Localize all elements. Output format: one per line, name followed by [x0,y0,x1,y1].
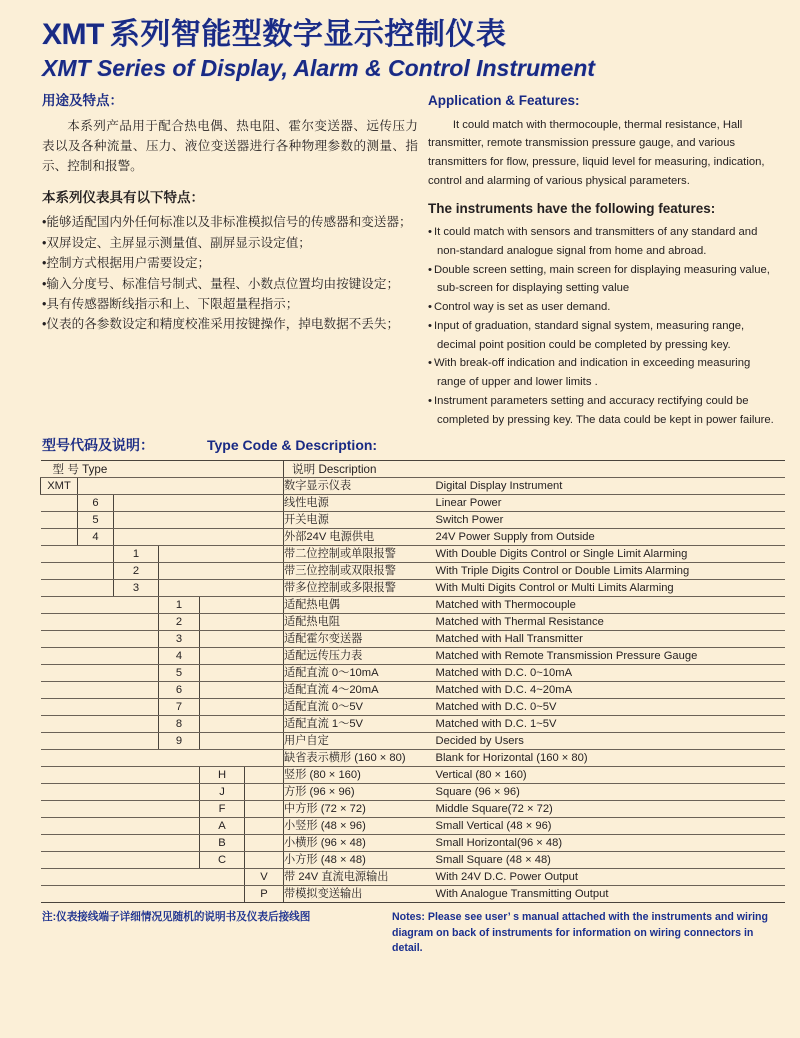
type-code-cell-c1: 6 [78,495,114,512]
table-row [41,750,785,767]
table-row [41,869,785,886]
page-title-brand: XMT [42,18,104,51]
type-code-spacer-c4 [200,563,245,580]
type-code-spacer-c2 [114,631,159,648]
type-code-heading-cn: 型号代码及说明： [42,437,154,454]
type-code-spacer-c4 [200,682,245,699]
list-item: • With break-off indication and indication in exceeding measuring range of upper and lower limits . [428,354,780,392]
type-code-spacer-c5 [245,580,284,597]
type-code-spacer-c3 [159,784,200,801]
type-code-spacer-c1 [78,614,114,631]
type-code-spacer-c0 [41,852,78,869]
table-row [41,835,785,852]
type-code-desc-cn: 适配霍尔变送器 [284,631,436,648]
type-code-spacer-c0 [41,801,78,818]
intro-cn-heading-application: 用途及特点： [42,93,123,109]
type-code-spacer-c5 [245,563,284,580]
type-code-spacer-c2 [114,886,159,903]
type-code-cell-c4: B [200,835,245,852]
list-item: • 输入分度号、标准信号制式、量程、小数点位置均由按键设定； [42,274,418,294]
type-code-spacer-c0 [41,784,78,801]
type-code-spacer-c4 [200,495,245,512]
type-code-desc-cn: 适配直流 1～5V [284,716,436,733]
type-code-spacer-c3 [159,818,200,835]
type-code-spacer-c3 [159,478,200,495]
table-row [41,546,785,563]
intro-en-feature-list [428,223,780,429]
footer-notes [0,903,800,956]
type-code-spacer-c1 [78,886,114,903]
table-col-header-type: 型 号 Type [41,461,284,478]
type-code-spacer-c5 [245,665,284,682]
type-code-spacer-c1 [78,699,114,716]
type-code-spacer-c3 [159,529,200,546]
type-code-spacer-c1 [78,852,114,869]
type-code-spacer-c0 [41,631,78,648]
type-code-spacer-c2 [114,852,159,869]
intro-column-english [428,92,780,429]
type-code-spacer-c2 [114,750,159,767]
type-code-spacer-c0 [41,665,78,682]
type-code-cell-c3: 2 [159,614,200,631]
type-code-desc-en: Matched with Thermocouple [436,597,785,614]
type-code-spacer-c5 [245,784,284,801]
type-code-spacer-c3 [159,835,200,852]
type-code-cell-c3: 7 [159,699,200,716]
type-code-spacer-c3 [159,801,200,818]
type-code-spacer-c3 [159,495,200,512]
type-code-spacer-c3 [159,750,200,767]
table-row [41,801,785,818]
type-code-spacer-c5 [245,512,284,529]
type-code-desc-cn: 线性电源 [284,495,436,512]
type-code-spacer-c1 [78,580,114,597]
type-code-cell-c3: 6 [159,682,200,699]
type-code-desc-en: Blank for Horizontal (160 × 80) [436,750,785,767]
type-code-spacer-c3 [159,886,200,903]
type-code-spacer-c0 [41,614,78,631]
type-code-spacer-c5 [245,801,284,818]
type-code-desc-cn: 用户自定 [284,733,436,750]
list-item: • Double screen setting, main screen for displaying measuring value, sub-screen for displaying setting value [428,261,780,299]
type-code-cell-c4: J [200,784,245,801]
type-code-spacer-c0 [41,716,78,733]
page-header [0,0,800,82]
type-code-spacer-c3 [159,869,200,886]
type-code-cell-c4: H [200,767,245,784]
type-code-section-heading [0,429,800,460]
table-row [41,495,785,512]
type-code-desc-cn: 小横形 (96 × 48) [284,835,436,852]
type-code-spacer-c1 [78,835,114,852]
type-code-cell-c1: 5 [78,512,114,529]
type-code-spacer-c2 [114,835,159,852]
type-code-desc-en: Small Vertical (48 × 96) [436,818,785,835]
type-code-spacer-c1 [78,665,114,682]
type-code-spacer-c1 [78,597,114,614]
list-item: • 仪表的各参数设定和精度校准采用按键操作，掉电数据不丢失； [42,314,418,334]
type-code-heading-en: Type Code & Description: [207,437,378,454]
type-code-spacer-c0 [41,869,78,886]
type-code-desc-cn: 带多位控制或多限报警 [284,580,436,597]
type-code-spacer-c4 [200,648,245,665]
type-code-desc-en: Matched with Hall Transmitter [436,631,785,648]
type-code-spacer-c2 [114,478,159,495]
type-code-spacer-c3 [159,563,200,580]
type-code-cell-c0: XMT [41,478,78,495]
type-code-spacer-c5 [245,597,284,614]
type-code-spacer-c2 [114,869,159,886]
type-code-spacer-c5 [245,716,284,733]
table-row [41,648,785,665]
type-code-desc-cn: 中方形 (72 × 72) [284,801,436,818]
type-code-cell-c4: C [200,852,245,869]
table-row [41,478,785,495]
type-code-spacer-c5 [245,699,284,716]
type-code-desc-cn: 缺省表示横形 (160 × 80) [284,750,436,767]
type-code-spacer-c5 [245,733,284,750]
table-row [41,529,785,546]
page-title-cn [42,18,800,53]
table-row [41,682,785,699]
intro-cn-paragraph-application: 本系列产品用于配合热电偶、热电阻、霍尔变送器、远传压力表以及各种流量、压力、液位变送器进行各种物理参数的测量、指示、控制和报警。 [42,118,418,174]
type-code-spacer-c5 [245,750,284,767]
type-code-desc-cn: 带 24V 直流电源输出 [284,869,436,886]
type-code-spacer-c5 [245,631,284,648]
type-code-desc-cn: 小方形 (48 × 48) [284,852,436,869]
table-row [41,563,785,580]
type-code-spacer-c4 [200,733,245,750]
type-code-desc-cn: 带模拟变送输出 [284,886,436,903]
type-code-desc-cn: 竖形 (80 × 160) [284,767,436,784]
type-code-desc-cn: 适配热电偶 [284,597,436,614]
type-code-cell-c5: V [245,869,284,886]
table-row [41,784,785,801]
type-code-spacer-c1 [78,869,114,886]
type-code-spacer-c2 [114,784,159,801]
type-code-desc-en: Linear Power [436,495,785,512]
type-code-cell-c2: 1 [114,546,159,563]
table-row [41,886,785,903]
type-code-spacer-c5 [245,529,284,546]
type-code-spacer-c0 [41,648,78,665]
type-code-desc-en: With Triple Digits Control or Double Limits Alarming [436,563,785,580]
type-code-spacer-c1 [78,716,114,733]
type-code-spacer-c4 [200,529,245,546]
type-code-spacer-c4 [200,699,245,716]
table-row [41,767,785,784]
type-code-spacer-c0 [41,597,78,614]
type-code-desc-cn: 外部24V 电源供电 [284,529,436,546]
type-code-desc-en: Decided by Users [436,733,785,750]
table-row [41,852,785,869]
type-code-spacer-c0 [41,529,78,546]
table-header-row [41,461,785,478]
list-item: • Instrument parameters setting and accuracy rectifying could be completed by pressing key. The data could be kept in power failure. [428,392,780,430]
type-code-spacer-c4 [200,869,245,886]
type-code-desc-cn: 适配远传压力表 [284,648,436,665]
type-code-spacer-c4 [200,597,245,614]
type-code-desc-en: With Multi Digits Control or Multi Limits Alarming [436,580,785,597]
intro-en-heading-application: Application & Features: [428,93,580,109]
type-code-spacer-c0 [41,818,78,835]
type-code-cell-c4: F [200,801,245,818]
type-code-spacer-c2 [114,767,159,784]
type-code-cell-c3: 4 [159,648,200,665]
type-code-spacer-c0 [41,767,78,784]
list-item: • 具有传感器断线指示和上、下限超量程指示； [42,294,418,314]
type-code-spacer-c2 [114,512,159,529]
type-code-desc-en: With 24V D.C. Power Output [436,869,785,886]
type-code-spacer-c1 [78,750,114,767]
list-item: • 双屏设定、主屏显示测量值、副屏显示设定值； [42,233,418,253]
type-code-desc-cn: 适配直流 0～10mA [284,665,436,682]
type-code-spacer-c5 [245,648,284,665]
type-code-spacer-c0 [41,546,78,563]
type-code-spacer-c3 [159,512,200,529]
type-code-spacer-c1 [78,631,114,648]
intro-en-paragraph-application: It could match with thermocouple, thermal resistance, Hall transmitter, remote transmission pressure gauge, and various transmitters for flow, pressure, liquid level for measuring, indication, control and alarming of various physical parameters. [428,118,765,187]
type-code-spacer-c3 [159,546,200,563]
type-code-spacer-c2 [114,665,159,682]
type-code-desc-cn: 小竖形 (48 × 96) [284,818,436,835]
type-code-table-wrapper [0,460,800,903]
type-code-spacer-c2 [114,597,159,614]
type-code-cell-c2: 3 [114,580,159,597]
type-code-desc-en: Small Square (48 × 48) [436,852,785,869]
type-code-spacer-c1 [78,546,114,563]
type-code-spacer-c5 [245,818,284,835]
footer-note-cn: 注:仪表接线端子详细情况见随机的说明书及仪表后接线图 [42,911,311,924]
type-code-spacer-c5 [245,546,284,563]
type-code-desc-en: Switch Power [436,512,785,529]
type-code-spacer-c5 [245,767,284,784]
type-code-spacer-c1 [78,648,114,665]
list-item: • Control way is set as user demand. [428,298,780,317]
type-code-cell-c3: 5 [159,665,200,682]
type-code-desc-en: Square (96 × 96) [436,784,785,801]
type-code-spacer-c2 [114,716,159,733]
type-code-spacer-c1 [78,478,114,495]
table-row [41,733,785,750]
type-code-desc-en: Matched with D.C. 0~5V [436,699,785,716]
type-code-cell-c4 [200,750,245,767]
type-code-spacer-c4 [200,512,245,529]
type-code-desc-en: With Double Digits Control or Single Limit Alarming [436,546,785,563]
type-code-cell-c3: 1 [159,597,200,614]
type-code-desc-en: Middle Square(72 × 72) [436,801,785,818]
page-title-cn-text: 系列智能型数字显示控制仪表 [109,18,507,51]
type-code-spacer-c1 [78,767,114,784]
type-code-spacer-c2 [114,648,159,665]
type-code-desc-en: Matched with D.C. 0~10mA [436,665,785,682]
type-code-cell-c2: 2 [114,563,159,580]
type-code-spacer-c3 [159,767,200,784]
type-code-cell-c5: P [245,886,284,903]
type-code-desc-en: Small Horizontal(96 × 48) [436,835,785,852]
type-code-spacer-c0 [41,835,78,852]
type-code-spacer-c0 [41,682,78,699]
table-row [41,614,785,631]
type-code-cell-c3: 3 [159,631,200,648]
type-code-spacer-c1 [78,733,114,750]
type-code-spacer-c2 [114,529,159,546]
type-code-spacer-c0 [41,699,78,716]
table-col-header-desc: 说明 Description [284,461,785,478]
type-code-spacer-c5 [245,682,284,699]
type-code-spacer-c0 [41,580,78,597]
type-code-spacer-c1 [78,682,114,699]
type-code-spacer-c4 [200,478,245,495]
intro-cn-heading-features: 本系列仪表具有以下特点： [42,189,204,205]
table-row [41,818,785,835]
type-code-spacer-c2 [114,495,159,512]
type-code-spacer-c0 [41,512,78,529]
table-row [41,597,785,614]
type-code-desc-cn: 方形 (96 × 96) [284,784,436,801]
table-row [41,580,785,597]
type-code-spacer-c0 [41,563,78,580]
type-code-desc-cn: 适配直流 4～20mA [284,682,436,699]
type-code-spacer-c4 [200,886,245,903]
type-code-desc-cn: 适配直流 0～5V [284,699,436,716]
type-code-spacer-c0 [41,733,78,750]
table-row [41,665,785,682]
list-item: • 控制方式根据用户需要设定； [42,253,418,273]
type-code-spacer-c4 [200,716,245,733]
table-row [41,699,785,716]
intro-cn-feature-list [42,212,418,334]
type-code-cell-c3: 9 [159,733,200,750]
list-item: • It could match with sensors and transmitters of any standard and non-standard analogue signal from home and abroad. [428,223,780,261]
type-code-desc-en: Matched with D.C. 1~5V [436,716,785,733]
footer-note-en: Notes: Please see user’ s manual attached with the instruments and wiring diagram on back of instruments for information on wiring connectors in detail. [392,911,768,955]
list-item: • Input of graduation, standard signal system, measuring range, decimal point position could be completed by pressing key. [428,317,780,355]
type-code-spacer-c4 [200,580,245,597]
type-code-desc-en: 24V Power Supply from Outside [436,529,785,546]
type-code-spacer-c0 [41,750,78,767]
type-code-spacer-c1 [78,563,114,580]
list-item: • 能够适配国内外任何标准以及非标准模拟信号的传感器和变送器； [42,212,418,232]
type-code-spacer-c1 [78,784,114,801]
type-code-cell-c4: A [200,818,245,835]
type-code-spacer-c0 [41,495,78,512]
type-code-spacer-c1 [78,818,114,835]
type-code-desc-en: Vertical (80 × 160) [436,767,785,784]
type-code-spacer-c2 [114,801,159,818]
type-code-table [40,460,785,903]
type-code-spacer-c5 [245,495,284,512]
intro-column-chinese [42,92,428,429]
table-row [41,512,785,529]
type-code-spacer-c5 [245,478,284,495]
type-code-desc-cn: 开关电源 [284,512,436,529]
type-code-spacer-c1 [78,801,114,818]
type-code-spacer-c5 [245,614,284,631]
type-code-spacer-c0 [41,886,78,903]
type-code-desc-en: With Analogue Transmitting Output [436,886,785,903]
type-code-spacer-c4 [200,631,245,648]
type-code-spacer-c2 [114,818,159,835]
type-code-spacer-c4 [200,614,245,631]
intro-en-heading-features: The instruments have the following features: [428,200,716,216]
type-code-desc-cn: 数字显示仪表 [284,478,436,495]
type-code-desc-en: Matched with Thermal Resistance [436,614,785,631]
type-code-desc-cn: 带二位控制或单限报警 [284,546,436,563]
type-code-desc-cn: 带三位控制或双限报警 [284,563,436,580]
type-code-spacer-c4 [200,665,245,682]
type-code-spacer-c2 [114,614,159,631]
type-code-spacer-c2 [114,682,159,699]
type-code-spacer-c2 [114,733,159,750]
table-row [41,631,785,648]
type-code-spacer-c5 [245,835,284,852]
type-code-desc-cn: 适配热电阻 [284,614,436,631]
type-code-desc-en: Digital Display Instrument [436,478,785,495]
type-code-spacer-c3 [159,580,200,597]
type-code-spacer-c4 [200,546,245,563]
type-code-cell-c1: 4 [78,529,114,546]
type-code-spacer-c2 [114,699,159,716]
type-code-spacer-c3 [159,852,200,869]
table-row [41,716,785,733]
type-code-cell-c3: 8 [159,716,200,733]
type-code-spacer-c5 [245,852,284,869]
page-title-en: XMT Series of Display, Alarm & Control Instrument [42,54,595,81]
intro-columns [0,82,800,429]
type-code-desc-en: Matched with Remote Transmission Pressure Gauge [436,648,785,665]
type-code-desc-en: Matched with D.C. 4~20mA [436,682,785,699]
